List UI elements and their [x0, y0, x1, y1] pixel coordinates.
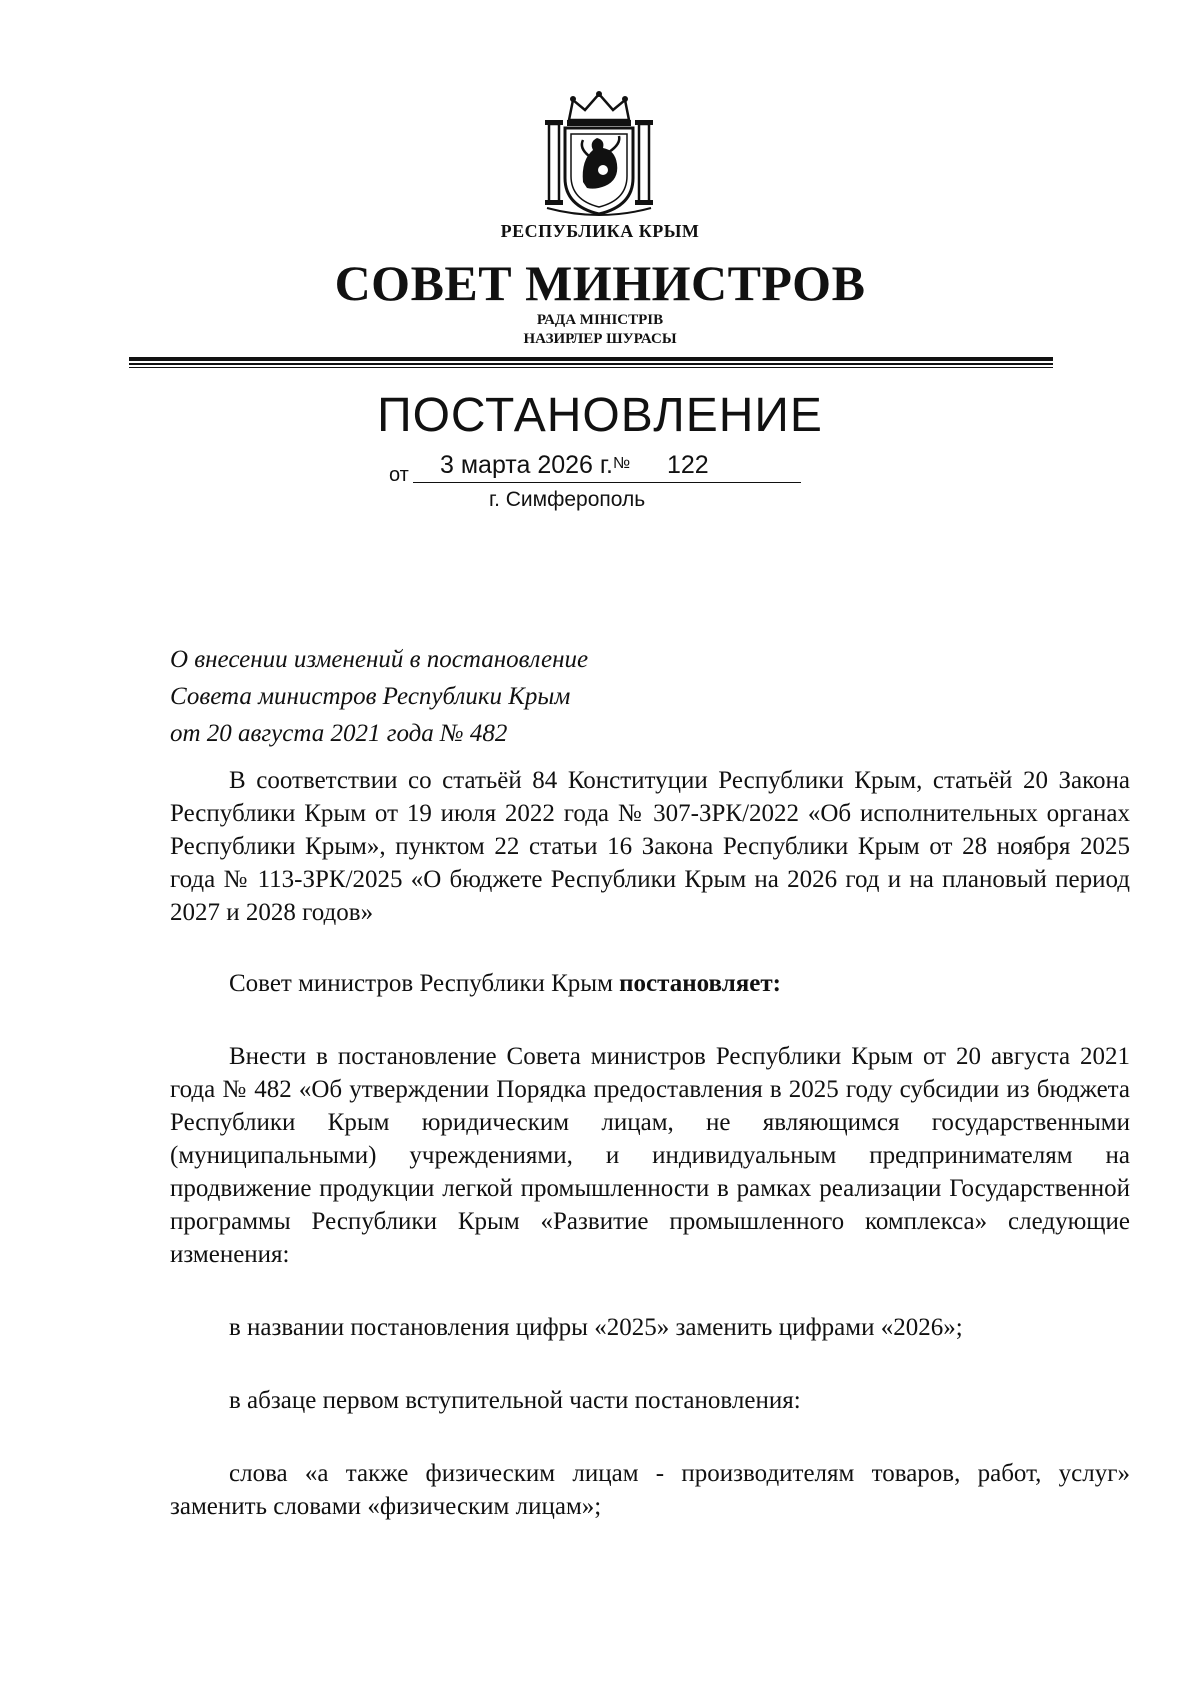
date-prefix: от	[389, 464, 409, 486]
document-subject	[170, 641, 588, 752]
document-type: ПОСТАНОВЛЕНИЕ	[377, 389, 823, 442]
council-title: СОВЕТ МИНИСТРОВ	[334, 255, 866, 311]
amendment-paragraph: Внести в постановление Совета министров Республики Крым от 20 августа 2021 года № 482 «Об утверждении Порядка предоставления в 2025 году субсидии из бюджета Республики Крым юридическим лицам, не являющимся государственными (муниципальными) учреждениями, и индивидуальным предпринимателям на продвижение продукции легкой промышленности в рамках реализации Государственной программы Республики Крым «Развитие промышленного комплекса» следующие изменения:	[170, 1043, 1130, 1268]
subject-line: Совета министров Республики Крым	[170, 683, 571, 710]
subject-line: О внесении изменений в постановление	[170, 646, 589, 673]
document-body	[170, 764, 1130, 1523]
council-title-ukrainian: РАДА МІНІСТРІВ	[536, 312, 664, 328]
header-divider	[129, 357, 1053, 368]
subject-line: от 20 августа 2021 года № 482	[170, 720, 508, 747]
crimea-coat-of-arms-icon	[543, 90, 655, 218]
resolution-lead: Совет министров Республики Крым	[229, 970, 613, 997]
amendment-item: слова «а также физическим лицам - производителям товаров, работ, услуг» заменить словами «физическим лицам»;	[170, 1460, 1130, 1520]
document-date-number-line	[0, 448, 1200, 488]
document-city: г. Симферополь	[489, 488, 646, 511]
amendment-item: в абзаце первом вступительной части постановления:	[229, 1387, 801, 1414]
resolution-verb: постановляет:	[619, 970, 781, 997]
council-title-crimean-tatar: НАЗИРЛЕР ШУРАСЫ	[523, 331, 677, 347]
number-label: №	[613, 455, 631, 472]
document-number: 122	[667, 451, 709, 479]
preamble-paragraph: В соответствии со статьёй 84 Конституции Республики Крым, статьёй 20 Закона Республики Крым от 19 июля 2022 года № 307-ЗРК/2022 «Об исполнительных органах Республики Крым», пунктом 22 статьи 16 Закона Республики Крым от 28 ноября 2025 года № 113-ЗРК/2025 «О бюджете Республики Крым на 2026 год и на плановый период 2027 и 2028 годов»	[170, 767, 1130, 926]
resolution-paragraph	[170, 967, 1130, 1000]
republic-name: РЕСПУБЛИКА КРЫМ	[500, 221, 700, 241]
date-underline	[413, 482, 801, 483]
document-date: 3 марта 2026 г.	[440, 451, 613, 479]
amendment-item: в названии постановления цифры «2025» заменить цифрами «2026»;	[229, 1314, 963, 1341]
